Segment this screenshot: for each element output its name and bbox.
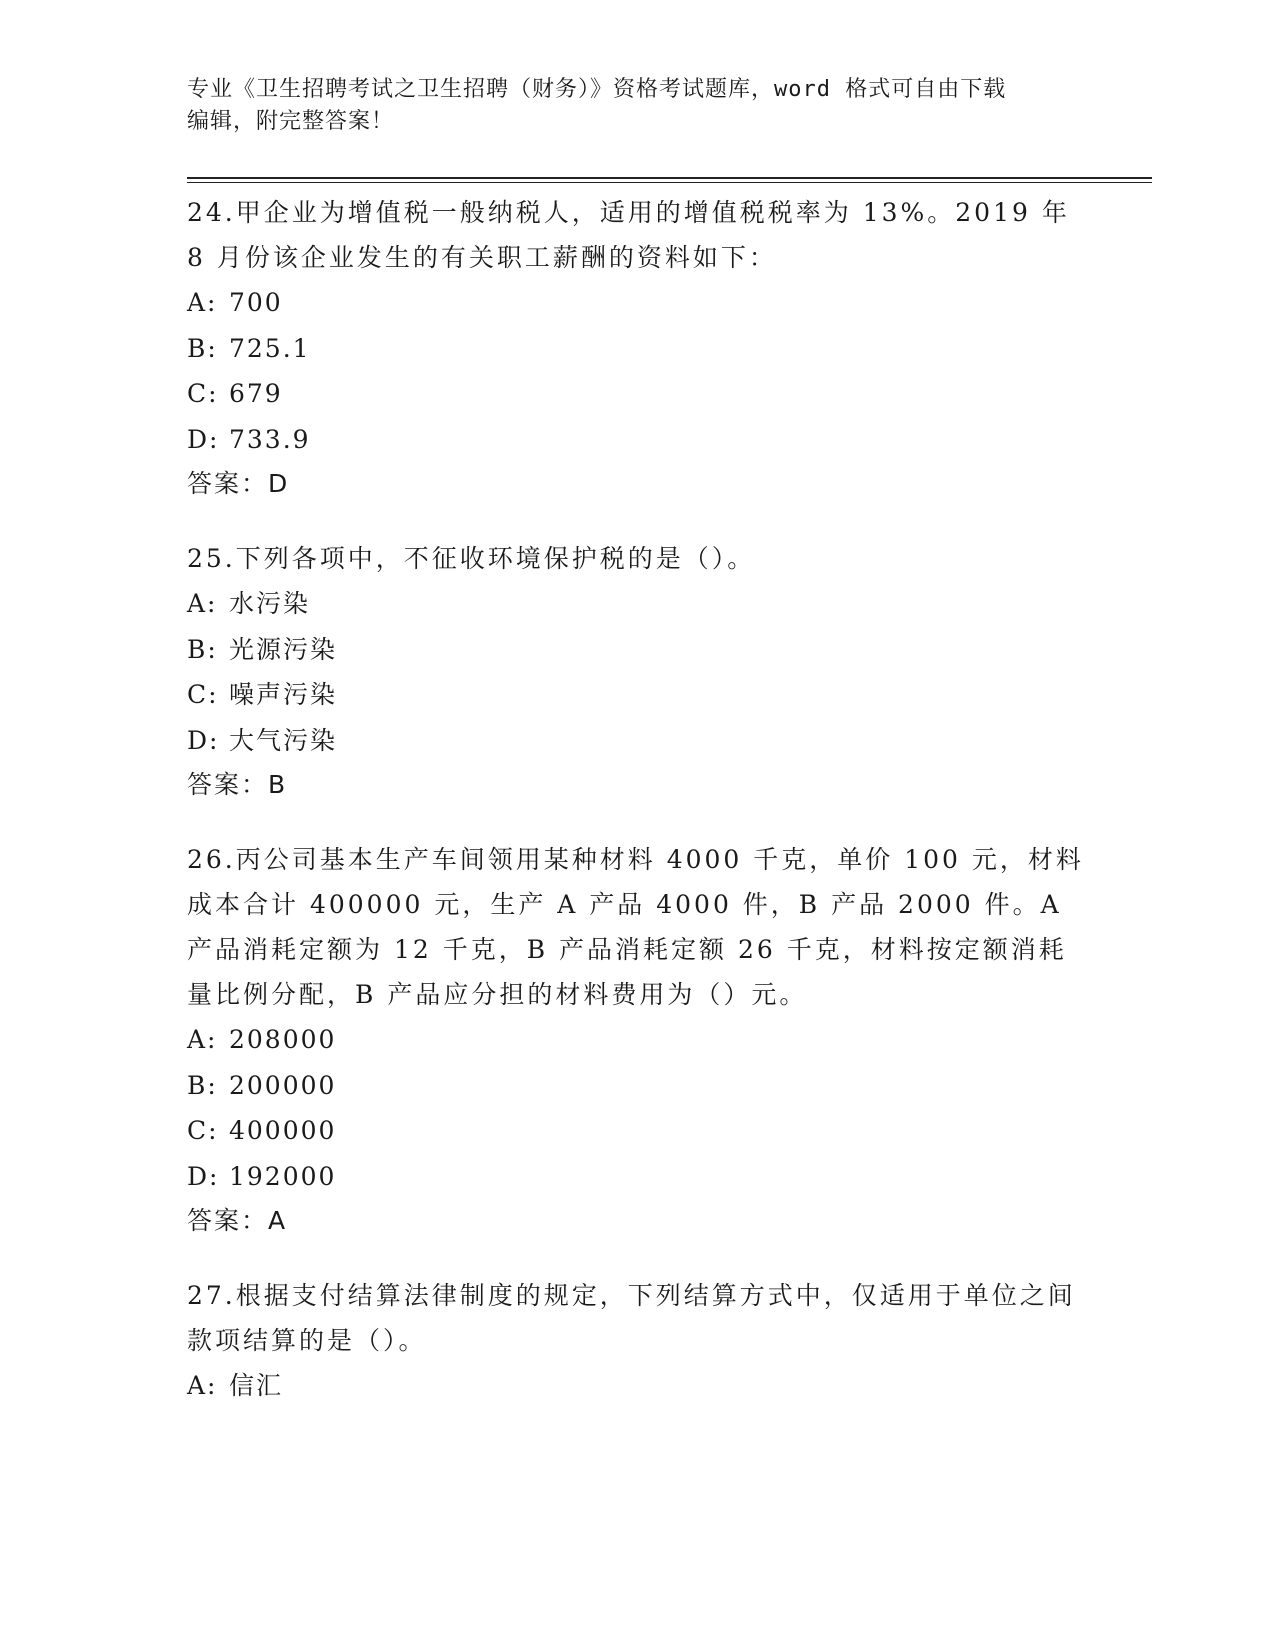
option-text: 信汇 [229, 1371, 284, 1400]
question-stem: 25.下列各项中，不征收环境保护税的是（）。 [187, 544, 756, 573]
option-b [187, 326, 1087, 372]
option-text: 208000 [229, 1025, 337, 1054]
option-text: 725.1 [229, 333, 311, 363]
option-letter: C: [187, 379, 219, 408]
option-b [187, 1063, 1087, 1109]
option-letter: D: [187, 725, 220, 755]
option-d [187, 417, 1087, 463]
option-letter: B: [187, 1070, 218, 1100]
header-line-2: 编辑，附完整答案！ [187, 109, 395, 134]
question-24 [187, 190, 1087, 506]
header-divider-thin [187, 182, 1152, 183]
option-letter: A: [187, 1025, 218, 1054]
option-d [187, 1154, 1087, 1200]
option-c [187, 371, 1087, 417]
option-text: 400000 [229, 1116, 337, 1145]
header-line-1: 专业《卫生招聘考试之卫生招聘（财务）》资格考试题库，word 格式可自由下载 [187, 77, 1007, 102]
document-header [187, 74, 1067, 138]
option-c [187, 672, 1087, 718]
answer-line: 答案：D [187, 469, 290, 498]
answer-line: 答案：B [187, 770, 288, 799]
option-c [187, 1108, 1087, 1154]
option-text: 679 [229, 379, 283, 408]
question-26 [187, 837, 1087, 1243]
option-letter: D: [187, 1161, 220, 1191]
header-divider-thick [187, 177, 1152, 179]
option-d [187, 718, 1087, 764]
option-a [187, 1017, 1087, 1063]
option-a [187, 280, 1087, 326]
option-text: 700 [229, 288, 283, 317]
option-text: 200000 [229, 1070, 337, 1100]
question-27 [187, 1273, 1087, 1409]
option-letter: C: [187, 680, 219, 709]
option-text: 192000 [229, 1161, 337, 1191]
option-text: 水污染 [229, 589, 311, 618]
option-letter: B: [187, 333, 218, 363]
option-a [187, 1363, 1087, 1409]
answer-line: 答案：A [187, 1206, 288, 1235]
question-stem: 24.甲企业为增值税一般纳税人，适用的增值税税率为 13%。2019 年 8 月份该企业发生的有关职工薪酬的资料如下： [187, 198, 1070, 272]
option-a [187, 581, 1087, 627]
option-text: 大气污染 [229, 725, 338, 755]
question-list [187, 190, 1087, 1439]
option-letter: B: [187, 634, 218, 664]
question-stem: 26.丙公司基本生产车间领用某种材料 4000 千克，单价 100 元，材料成本合计 400000 元，生产 A 产品 4000 件，B 产品 2000 件。A 产品消耗定额为 12 千克，B 产品消耗定额 26 千克，材料按定额消耗量比例分配，B 产品应分担的材料费用为（）元。 [187, 845, 1084, 1009]
option-letter: A: [187, 1371, 218, 1400]
option-b [187, 627, 1087, 673]
option-letter: A: [187, 589, 218, 618]
question-25 [187, 536, 1087, 807]
option-text: 733.9 [229, 424, 311, 454]
option-letter: D: [187, 424, 220, 454]
option-text: 光源污染 [229, 634, 338, 664]
question-stem: 27.根据支付结算法律制度的规定，下列结算方式中，仅适用于单位之间款项结算的是（）。 [187, 1281, 1076, 1355]
option-text: 噪声污染 [229, 680, 338, 709]
option-letter: C: [187, 1116, 219, 1145]
option-letter: A: [187, 288, 218, 317]
